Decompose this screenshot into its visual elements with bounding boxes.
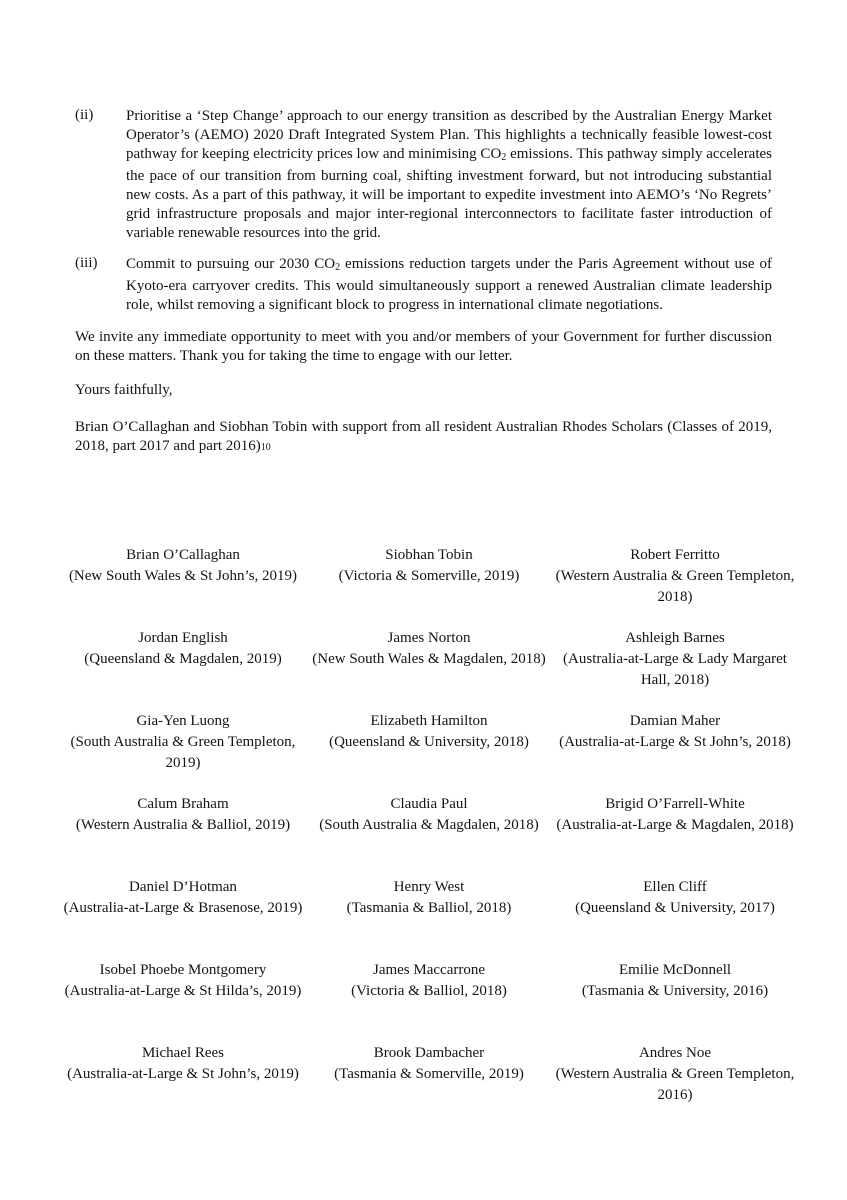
signatory-name: James Norton bbox=[387, 630, 471, 646]
signatory-name: James Maccarrone bbox=[372, 962, 486, 978]
signatory-affiliation: (Australia-at-Large & Brasenose, 2019) bbox=[63, 900, 303, 916]
signatory-name: Ellen Cliff bbox=[643, 879, 707, 895]
signatory-name: Gia-Yen Luong bbox=[136, 713, 230, 729]
signatories-grid bbox=[60, 545, 800, 1126]
item-number: (iii) bbox=[75, 255, 98, 271]
list-item-iii bbox=[75, 255, 772, 315]
signatory bbox=[552, 960, 798, 1043]
signatory-affiliation: (Queensland & University, 2017) bbox=[575, 900, 775, 916]
signatory-row bbox=[60, 794, 800, 877]
signatory-row bbox=[60, 628, 800, 711]
signatory bbox=[60, 545, 306, 628]
item-text: Prioritise a ‘Step Change’ approach to our energy transition as described by the Australian Energy Market Operator’s (AEMO) 2020 Draft Integrated System Plan. This highlights a technically feasible lowest-cost pathway for keeping electricity prices low and minimising $CO_2$ emissions. This pathway simply accelerates the pace of our transition from burning coal, shifting investment forward, but not introducing substantial new costs. As a part of this pathway, it will be important to expedite investment into AEMO’s ‘No Regrets’ grid infrastructure proposals and major inter-regional interconnectors to facilitate faster introduction of variable renewable resources into the grid. bbox=[126, 108, 773, 241]
signatory-name: Andres Noe bbox=[638, 1045, 712, 1061]
signatory-affiliation: (New South Wales & St John’s, 2019) bbox=[68, 568, 298, 584]
signatory-row bbox=[60, 545, 800, 628]
item-text: Commit to pursuing our 2030 $CO_2$ emissions reduction targets under the Paris Agreement without use of Kyoto-era carryover credits. This would simultaneously support a renewed Australian climate leadership role, whilst removing a significant block to progress in international climate negotiations. bbox=[126, 256, 772, 313]
signatory-name: Claudia Paul bbox=[390, 796, 468, 812]
signatory-name: Henry West bbox=[393, 879, 465, 895]
signatory-name: Jordan English bbox=[138, 630, 228, 646]
signatory-affiliation: (Queensland & University, 2018) bbox=[329, 734, 529, 750]
signatory-affiliation: (Tasmania & University, 2016) bbox=[581, 983, 769, 999]
signatory-affiliation: (South Australia & Green Templeton, 2019) bbox=[70, 734, 296, 771]
signatory-affiliation: (Australia-at-Large & Lady Margaret Hall, 2018) bbox=[563, 651, 787, 688]
signatory-affiliation: (Western Australia & Green Templeton, 2018) bbox=[555, 568, 795, 605]
signatory-name: Emilie McDonnell bbox=[618, 962, 732, 978]
signatory-affiliation: (Victoria & Balliol, 2018) bbox=[351, 983, 507, 999]
signature-paragraph: Brian O’Callaghan and Siobhan Tobin with support from all resident Australian Rhodes Scholars (Classes of 2019, 2018, part 2017 and part 2016)10 bbox=[75, 419, 772, 454]
signatory bbox=[306, 960, 552, 1043]
signatory bbox=[60, 1043, 306, 1126]
signatory-affiliation: (New South Wales & Magdalen, 2018) bbox=[312, 651, 546, 667]
signatory bbox=[306, 711, 552, 794]
signatory bbox=[552, 711, 798, 794]
signatory-affiliation: (Queensland & Magdalen, 2019) bbox=[84, 651, 282, 667]
signatory-row bbox=[60, 1043, 800, 1126]
signatory-name: Calum Braham bbox=[137, 796, 229, 812]
signatory-affiliation: (Australia-at-Large & St Hilda’s, 2019) bbox=[64, 983, 302, 999]
signatory-affiliation: (Western Australia & Green Templeton, 2016) bbox=[555, 1066, 795, 1103]
signatory-affiliation: (Australia-at-Large & St John’s, 2019) bbox=[67, 1066, 299, 1082]
signatory bbox=[552, 877, 798, 960]
list-item-ii bbox=[75, 107, 772, 243]
signatory bbox=[552, 1043, 798, 1126]
signatory-affiliation: (Tasmania & Somerville, 2019) bbox=[334, 1066, 524, 1082]
signatory-affiliation: (Tasmania & Balliol, 2018) bbox=[346, 900, 512, 916]
signatory-name: Brook Dambacher bbox=[373, 1045, 485, 1061]
signatory bbox=[306, 628, 552, 711]
signatory-affiliation: (Australia-at-Large & Magdalen, 2018) bbox=[556, 817, 794, 833]
signatory-name: Damian Maher bbox=[629, 713, 721, 729]
subscript-2: 2 bbox=[501, 152, 507, 163]
signatory bbox=[306, 877, 552, 960]
signatory bbox=[60, 877, 306, 960]
signatory bbox=[60, 960, 306, 1043]
signatory-name: Siobhan Tobin bbox=[385, 547, 473, 563]
signatory bbox=[60, 711, 306, 794]
footnote-marker: 10 bbox=[260, 442, 271, 453]
signatory-name: Ashleigh Barnes bbox=[625, 630, 725, 646]
signatory-name: Brian O’Callaghan bbox=[126, 547, 240, 563]
signatory-name: Elizabeth Hamilton bbox=[370, 713, 488, 729]
signatory bbox=[306, 1043, 552, 1126]
signatory bbox=[552, 628, 798, 711]
signatory bbox=[60, 628, 306, 711]
signatory-name: Isobel Phoebe Montgomery bbox=[99, 962, 267, 978]
subscript-2: 2 bbox=[335, 262, 341, 273]
signatory bbox=[552, 545, 798, 628]
closing-line: Yours faithfully, bbox=[75, 382, 173, 398]
signatory-name: Daniel D’Hotman bbox=[129, 879, 237, 895]
signatory-row bbox=[60, 877, 800, 960]
signatory bbox=[306, 545, 552, 628]
signatory-affiliation: (Western Australia & Balliol, 2019) bbox=[75, 817, 291, 833]
signatory-affiliation: (South Australia & Magdalen, 2018) bbox=[319, 817, 539, 833]
invitation-paragraph: We invite any immediate opportunity to meet with you and/or members of your Government for further discussion on these matters. Thank you for taking the time to engage with our letter. bbox=[75, 329, 772, 364]
signatory-affiliation: (Australia-at-Large & St John’s, 2018) bbox=[559, 734, 791, 750]
signatory-row bbox=[60, 960, 800, 1043]
signatory-affiliation: (Victoria & Somerville, 2019) bbox=[338, 568, 520, 584]
signatory bbox=[60, 794, 306, 877]
signatory-name: Michael Rees bbox=[141, 1045, 225, 1061]
signatory-name: Robert Ferritto bbox=[630, 547, 720, 563]
item-number: (ii) bbox=[75, 107, 94, 123]
signatory bbox=[306, 794, 552, 877]
signatory-name: Brigid O’Farrell-White bbox=[605, 796, 745, 812]
signatory-row bbox=[60, 711, 800, 794]
signatory bbox=[552, 794, 798, 877]
